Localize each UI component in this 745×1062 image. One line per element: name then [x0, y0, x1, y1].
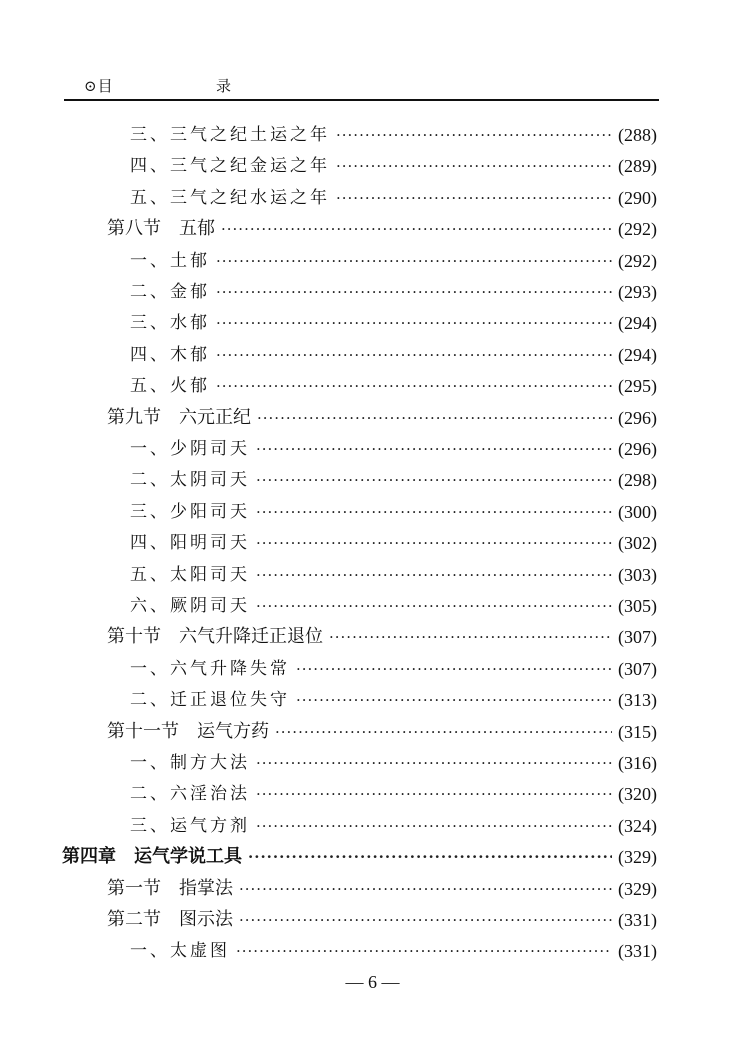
toc-entry-page: (296)	[618, 439, 657, 459]
toc-entry	[107, 216, 657, 240]
dot-leader	[256, 469, 612, 491]
toc-entry-title: 第九节 六元正纪	[107, 407, 251, 428]
toc-entry-page: (313)	[618, 690, 657, 710]
toc-entry-title: 三、水郁	[130, 313, 210, 333]
toc-entry-title: 二、金郁	[130, 282, 210, 302]
dot-leader	[256, 501, 612, 523]
toc-entry-title: 四、木郁	[130, 345, 210, 365]
toc-entry-page: (307)	[618, 627, 657, 647]
toc-entry	[107, 876, 657, 900]
toc-entry-title: 五、太阳司天	[130, 565, 250, 585]
page-number: — 6 —	[345, 972, 400, 992]
toc-entry-page: (303)	[618, 565, 657, 585]
dot-leader	[221, 218, 612, 240]
toc-entry-title: 一、制方大法	[130, 753, 250, 773]
toc-entry	[130, 373, 657, 397]
toc-entry-page: (316)	[618, 753, 657, 773]
toc-entry-title: 二、太阴司天	[130, 470, 250, 490]
toc-entry-title: 一、土郁	[130, 251, 210, 271]
dot-leader	[236, 940, 612, 962]
toc-entry-title: 第一节 指掌法	[107, 878, 233, 899]
dot-leader	[275, 721, 612, 743]
dot-leader	[296, 658, 612, 680]
dot-leader	[216, 375, 612, 397]
header-label: ⊙目	[84, 77, 114, 95]
toc-entry-title: 二、六淫治法	[130, 784, 250, 804]
toc-entry-title: 第十节 六气升降迁正退位	[107, 626, 323, 647]
dot-leader	[257, 407, 612, 429]
toc-entry-title: 一、太虚图	[130, 941, 230, 961]
toc-entry-title: 一、六气升降失常	[130, 659, 290, 679]
toc-entry	[107, 907, 657, 931]
toc-entry-page: (329)	[618, 847, 657, 867]
toc-entry-title: 三、三气之纪土运之年	[130, 125, 330, 145]
dot-leader	[256, 564, 612, 586]
dot-leader	[256, 532, 612, 554]
toc-entry	[130, 122, 657, 146]
dot-leader	[256, 752, 612, 774]
dot-leader	[336, 155, 612, 177]
toc-entry-title: 第四章 运气学说工具	[62, 846, 242, 867]
toc-entry	[130, 530, 657, 554]
toc-entry-title: 第八节 五郁	[107, 218, 215, 239]
toc-entry	[130, 436, 657, 460]
dot-leader	[336, 187, 612, 209]
toc-entry	[130, 813, 657, 837]
toc-entry	[130, 185, 657, 209]
toc-entry-page: (293)	[618, 282, 657, 302]
toc-entry	[130, 499, 657, 523]
toc-entry-title: 五、火郁	[130, 376, 210, 396]
toc-entry-page: (292)	[618, 251, 657, 271]
toc-entry-page: (331)	[618, 910, 657, 930]
toc-entry-page: (294)	[618, 345, 657, 365]
toc-entry-title: 第二节 图示法	[107, 909, 233, 930]
dot-leader	[256, 783, 612, 805]
dot-leader	[256, 438, 612, 460]
toc-entry	[107, 405, 657, 429]
header-label-2: 录	[216, 77, 233, 95]
toc-entry	[130, 938, 657, 962]
toc-entry-title: 第十一节 运气方药	[107, 721, 269, 742]
toc-entry	[130, 656, 657, 680]
dot-leader	[329, 626, 612, 648]
dot-leader	[239, 909, 612, 931]
dot-leader	[336, 124, 612, 146]
toc-entry-page: (288)	[618, 125, 657, 145]
toc-entry	[130, 562, 657, 586]
toc-entry	[130, 248, 657, 272]
toc-entry-page: (307)	[618, 659, 657, 679]
toc-entry-page: (320)	[618, 784, 657, 804]
header-rule	[64, 99, 659, 101]
toc-entry-title: 四、阳明司天	[130, 533, 250, 553]
dot-leader	[296, 689, 612, 711]
dot-leader	[256, 595, 612, 617]
toc-entry	[62, 844, 657, 868]
dot-leader	[216, 281, 612, 303]
toc-entry-page: (296)	[618, 408, 657, 428]
toc-entry	[130, 593, 657, 617]
toc-entry	[130, 279, 657, 303]
toc-entry-page: (290)	[618, 188, 657, 208]
toc-entry-page: (324)	[618, 816, 657, 836]
toc-entry-page: (329)	[618, 879, 657, 899]
toc-entry-title: 四、三气之纪金运之年	[130, 156, 330, 176]
dot-leader	[216, 250, 612, 272]
toc-entry-page: (331)	[618, 941, 657, 961]
running-header	[64, 72, 659, 98]
toc-entry-title: 二、迁正退位失守	[130, 690, 290, 710]
toc-entry-page: (298)	[618, 470, 657, 490]
toc-entry	[130, 687, 657, 711]
toc-entry-title: 一、少阴司天	[130, 439, 250, 459]
toc-entry	[107, 719, 657, 743]
toc-entry	[130, 342, 657, 366]
toc-entry-title: 三、运气方剂	[130, 816, 250, 836]
toc-entry	[130, 750, 657, 774]
toc-entry-page: (295)	[618, 376, 657, 396]
toc-entry-page: (302)	[618, 533, 657, 553]
toc-entry	[130, 467, 657, 491]
toc-entry-page: (294)	[618, 313, 657, 333]
toc-entry	[107, 624, 657, 648]
toc-entry-title: 三、少阳司天	[130, 502, 250, 522]
dot-leader	[239, 878, 612, 900]
toc-entry-page: (300)	[618, 502, 657, 522]
toc-entry	[130, 310, 657, 334]
toc-entry	[130, 153, 657, 177]
toc-entry-title: 五、三气之纪水运之年	[130, 188, 330, 208]
dot-leader	[216, 344, 612, 366]
toc-entry-page: (305)	[618, 596, 657, 616]
toc-entry	[130, 781, 657, 805]
dot-leader	[248, 846, 612, 868]
dot-leader	[256, 815, 612, 837]
toc-entry-title: 六、厥阴司天	[130, 596, 250, 616]
toc-entry-page: (289)	[618, 156, 657, 176]
toc-entry-page: (315)	[618, 722, 657, 742]
toc-entry-page: (292)	[618, 219, 657, 239]
dot-leader	[216, 312, 612, 334]
